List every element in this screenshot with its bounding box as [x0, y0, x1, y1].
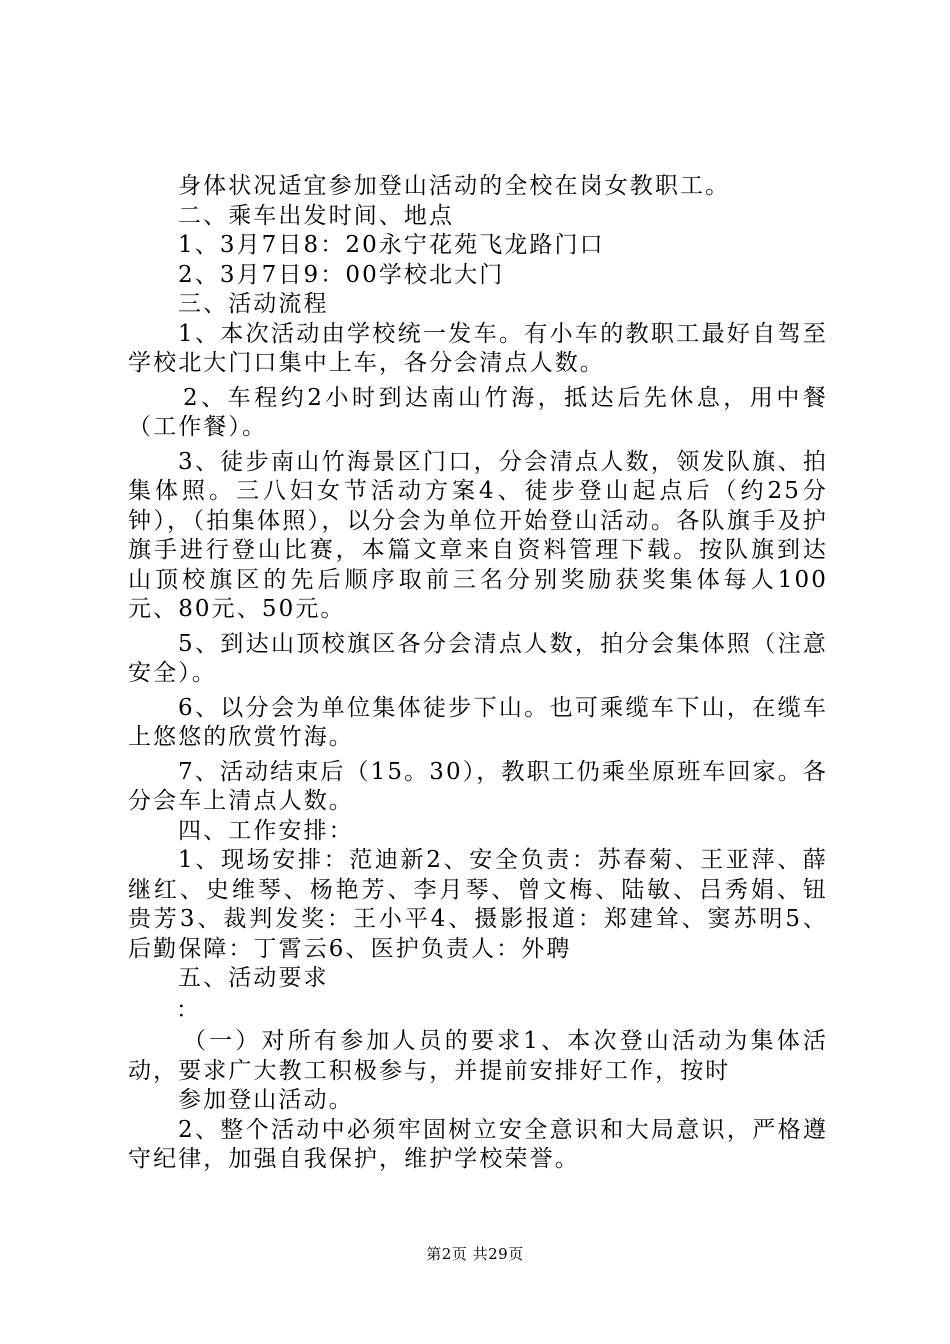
requirement-item-2: 2、整个活动中必须牢固树立安全意识和大局意识，严格遵守纪律，加强自我保护，维护学校荣誉。	[128, 1116, 828, 1172]
process-item-2: 2、车程约2小时到达南山竹海，抵达后先休息，用中餐（工作餐）。	[128, 384, 828, 440]
process-item-7: 7、活动结束后（15。30），教职工仍乘坐原班车回家。各分会车上清点人数。	[128, 758, 828, 814]
paragraph-participants: 身体状况适宜参加登山活动的全校在岗女教职工。	[178, 173, 731, 199]
departure-item-1: 1、3月7日8：20永宁花苑飞龙路门口	[178, 232, 605, 258]
heading-departure: 二、乘车出发时间、地点	[178, 202, 455, 229]
arrangement-details: 1、现场安排：范迪新2、安全负责：苏春菊、王亚萍、薛继红、史维琴、杨艳芳、李月琴、曾文梅、陆敏、吕秀娟、钮贵芳3、裁判发奖：王小平4、摄影报道：郑建耸、窦苏明5、后勤保障：丁霄云6、医护负责人：外聘	[128, 847, 828, 962]
requirement-item-1-cont: 参加登山活动。	[178, 1087, 354, 1113]
process-item-3: 3、徒步南山竹海景区门口，分会清点人数，领发队旗、拍集体照。三八妇女节活动方案4、徒步登山起点后（约25分钟），（拍集体照），以分会为单位开始登山活动。各队旗手及护旗手进行登山比赛，本篇文章来自资料管理下载。按队旗到达山顶校旗区的先后顺序取前三名分别奖励获奖集体每人100元、80元、50元。	[128, 448, 828, 622]
page-footer: 第2页 共29页	[426, 1245, 524, 1263]
process-item-5: 5、到达山顶校旗区各分会清点人数，拍分会集体照（注意安全）。	[128, 630, 828, 686]
document-body	[128, 172, 828, 1175]
process-item-1: 1、本次活动由学校统一发车。有小车的教职工最好自驾至学校北大门口集中上车，各分会清点人数。	[128, 320, 828, 376]
process-item-6: 6、以分会为单位集体徒步下山。也可乘缆车下山，在缆车上悠悠的欣赏竹海。	[128, 694, 828, 750]
requirement-item-1: （一）对所有参加人员的要求1、本次登山活动为集体活动，要求广大教工积极参与，并提前安排好工作，按时	[128, 1028, 828, 1084]
heading-requirements: 五、活动要求	[178, 965, 329, 991]
heading-arrangement: 四、工作安排：	[178, 817, 354, 844]
colon-line: ：	[176, 996, 199, 1023]
departure-item-2: 2、3月7日9：00学校北大门	[178, 261, 505, 288]
heading-process: 三、活动流程	[178, 291, 329, 317]
